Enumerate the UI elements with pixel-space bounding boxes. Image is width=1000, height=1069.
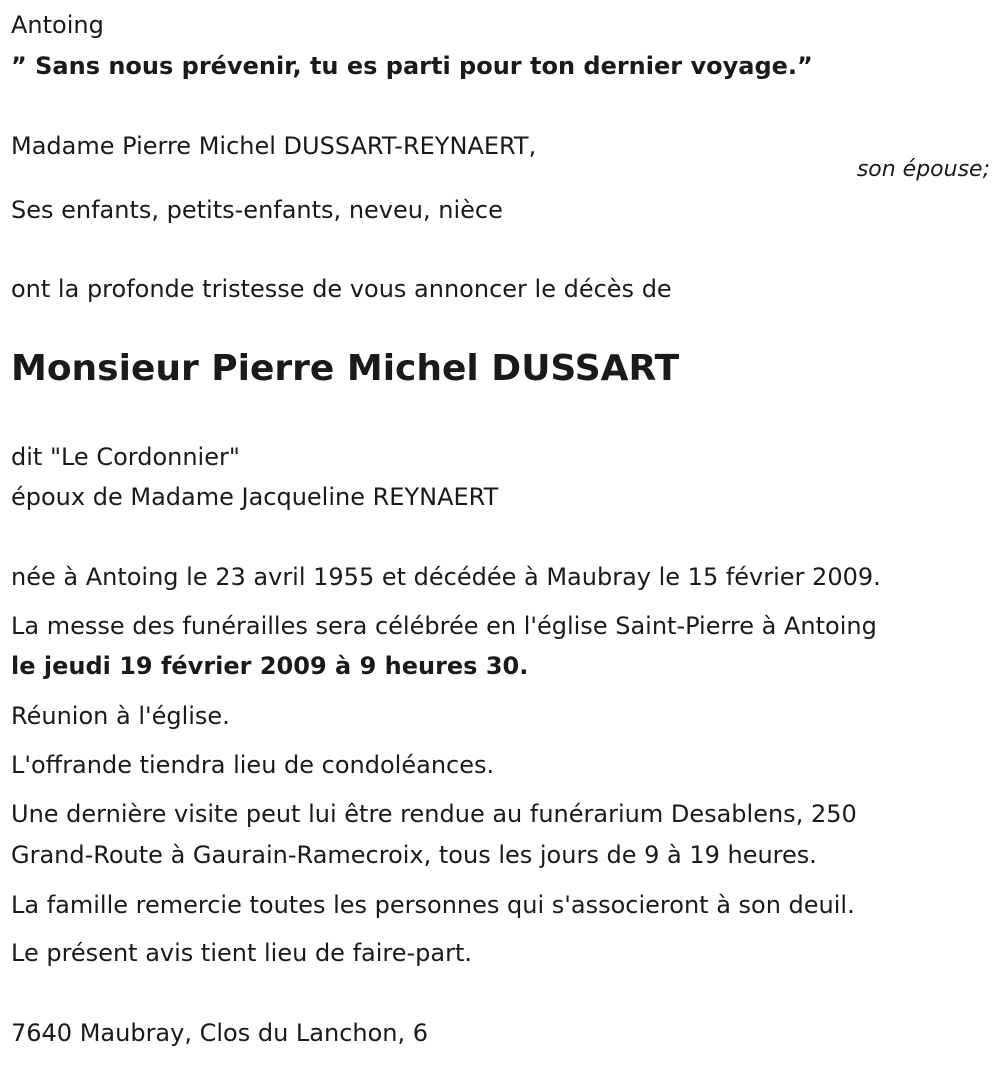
deceased-name: Monsieur Pierre Michel DUSSART — [11, 348, 680, 389]
birth-death-line: née à Antoing le 23 avril 1955 et décédée à Maubray le 15 février 2009. — [11, 563, 881, 591]
offering-line: L'offrande tiendra lieu de condoléances. — [11, 751, 495, 779]
announcement: ont la profonde tristesse de vous annoncer le décès de — [11, 275, 672, 303]
spouse-line: Madame Pierre Michel DUSSART-REYNAERT, — [11, 132, 537, 160]
family-line: Ses enfants, petits-enfants, neveu, nièce — [11, 196, 503, 224]
meeting-line: Réunion à l'église. — [11, 702, 230, 730]
address-line: 7640 Maubray, Clos du Lanchon, 6 — [11, 1019, 429, 1047]
spouse-role: son épouse; — [856, 157, 990, 182]
mass-line: La messe des funérailles sera célébrée en l'église Saint-Pierre à Antoing — [11, 612, 877, 640]
quote: ” Sans nous prévenir, tu es parti pour ton dernier voyage.” — [11, 52, 813, 80]
thanks-line: La famille remercie toutes les personnes qui s'associeront à son deuil. — [11, 891, 855, 919]
mass-datetime: le jeudi 19 février 2009 à 9 heures 30. — [11, 652, 529, 680]
notice-note: Le présent avis tient lieu de faire-part. — [11, 939, 473, 967]
visit-line-1: Une dernière visite peut lui être rendue au funérarium Desablens, 250 — [11, 800, 857, 828]
nickname: dit "Le Cordonnier" — [11, 443, 240, 471]
spouse-of: époux de Madame Jacqueline REYNAERT — [11, 483, 499, 511]
location-heading: Antoing — [11, 11, 104, 39]
visit-line-2: Grand-Route à Gaurain-Ramecroix, tous les jours de 9 à 19 heures. — [11, 841, 817, 869]
